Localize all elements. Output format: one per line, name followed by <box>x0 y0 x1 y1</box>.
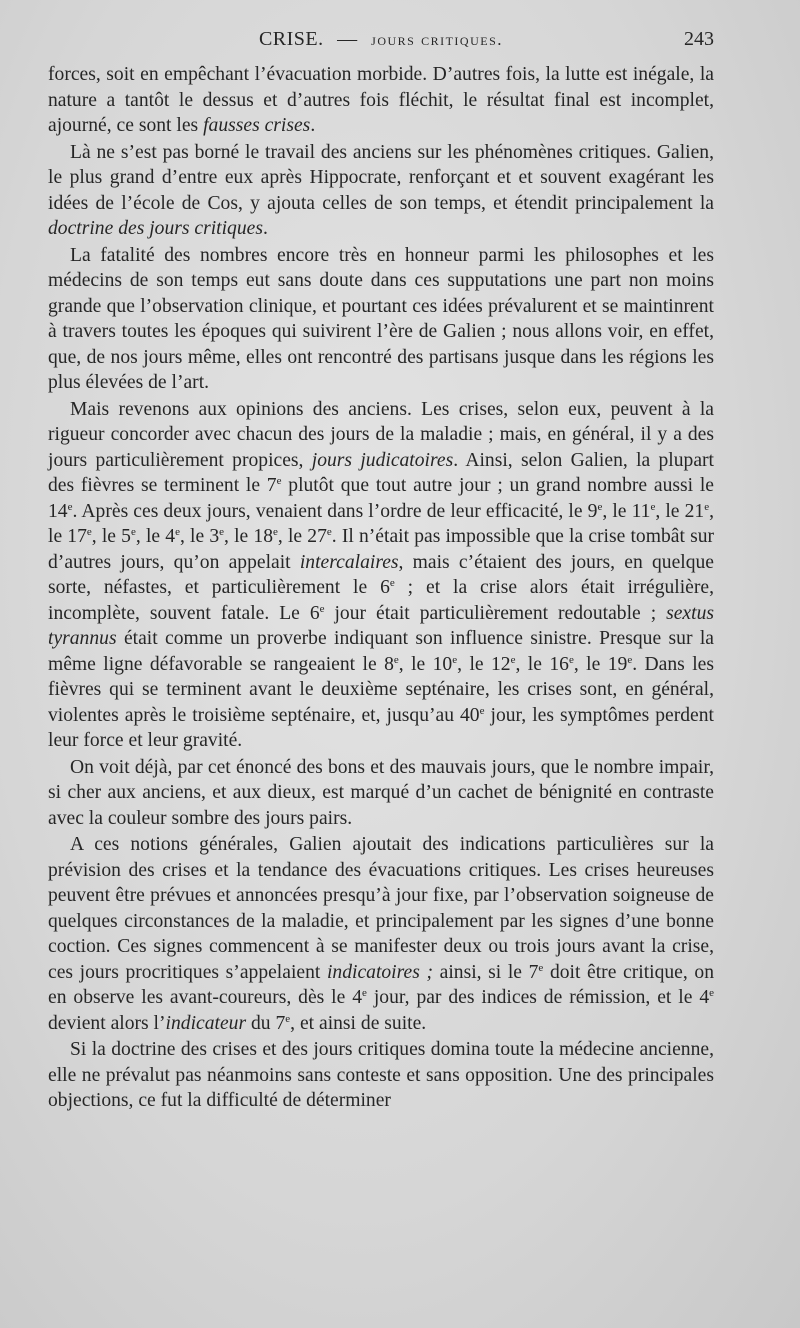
text-run: , le 21 <box>655 500 705 522</box>
italic-text: indicateur <box>165 1012 247 1034</box>
text-run: ; et la crise alors était irrégulière, incomplète, souvent fatale. Le 6 <box>48 577 714 624</box>
text-run: , le 27 <box>277 526 327 547</box>
ordinal-superscript: e <box>568 653 574 666</box>
text-run: , mais c’étaient des jours, en quelque sorte, néfastes, et particulièrement le 6 <box>48 551 715 598</box>
text-run: La fatalité des nombres encore très en honneur parmi les philosophes et les médecins de son temps eut sans doute dans ces supputations une part non moins grande que l’observation clinique, et pourtant ces idées prévalurent et se maintinrent à travers toutes les époques qui suivirent l’ère de Galien ; nous allons voir, en effet, que, de nos jours même, elles ont rencontré des partisans jusque dans les régions les plus élevées de l’art. <box>48 244 714 393</box>
italic-text: jours judicatoires <box>311 449 454 471</box>
text-run: , le 10 <box>398 653 453 675</box>
ordinal-superscript: e <box>319 602 325 615</box>
ordinal-superscript: e <box>130 526 136 538</box>
text-run: était comme un proverbe indiquant son influence sinistre. Presque sur la même ligne défavorable se rangeaient le 8 <box>48 628 714 675</box>
text-run: . Il n’était pas impossible que la crise tombât sur d’autres jours, qu’on appelait <box>48 526 715 573</box>
ordinal-superscript: e <box>510 653 516 666</box>
italic-text: indicatoires ; <box>326 961 433 983</box>
ordinal-superscript: e <box>538 961 544 974</box>
page-number: 243 <box>684 28 714 50</box>
paragraph <box>48 397 714 754</box>
paragraph <box>48 1037 714 1114</box>
text-run: jour, par des indices de rémission, et le 4 <box>366 987 710 1008</box>
text-run: . <box>262 218 268 239</box>
ordinal-superscript: e <box>285 1012 291 1025</box>
ordinal-superscript: e <box>276 475 282 487</box>
body-text <box>48 62 714 1114</box>
text-run: jour, les symptômes perdent leur force et leur gravité. <box>48 704 714 751</box>
paragraph <box>48 62 714 139</box>
text-run: devient alors l’ <box>48 1012 166 1034</box>
paragraph <box>48 755 714 832</box>
running-head-title: CRISE. <box>258 28 324 50</box>
text-run: A ces notions générales, Galien ajoutait des indications particulières sur la prévision des crises et la tendance des évacuations critiques. Les crises heureuses peuvent être prévues et annoncées presqu’à jour fixe, par l’observation soigneuse de quelques circonstances de la maladie, et principalement par les signes d’une bonne coction. Ces signes commencent à se manifester deux ou trois jours avant la crise, ces jours procritiques s’appelaient <box>48 834 714 983</box>
text-run: , le 3 <box>179 526 220 547</box>
ordinal-superscript: e <box>67 500 73 513</box>
text-run: Mais revenons aux opinions des anciens. Les crises, selon eux, peuvent à la rigueur concorder avec chacun des jours de la maladie ; mais, en général, il y a des jours particulièrement propices, <box>48 398 714 471</box>
text-run: jour était particulièrement redoutable ; <box>324 602 667 624</box>
italic-text: fausses crises <box>203 115 311 136</box>
ordinal-superscript: e <box>326 526 332 538</box>
text-run: , le 18 <box>224 526 274 547</box>
ordinal-superscript: e <box>393 653 399 666</box>
text-run: , le 16 <box>515 653 569 675</box>
text-run: ainsi, si le 7 <box>433 961 539 983</box>
paragraph <box>48 243 714 396</box>
running-head-subtitle: jours critiques. <box>371 30 504 49</box>
ordinal-superscript: e <box>86 526 92 538</box>
ordinal-superscript: e <box>627 653 633 666</box>
ordinal-superscript: e <box>175 526 180 538</box>
text-run: du 7 <box>246 1012 286 1034</box>
ordinal-superscript: e <box>219 526 225 538</box>
ordinal-superscript: e <box>362 987 367 999</box>
text-run: , le 5 <box>91 526 131 547</box>
text-run: . Dans les fièvres qui se terminent avant le deuxième septénaire, les crises sont, en général, violentes après le troisième septénaire, et, jusqu’au 40 <box>48 653 714 726</box>
ordinal-superscript: e <box>709 987 715 999</box>
paragraph <box>48 140 714 242</box>
paragraph <box>48 832 714 1036</box>
italic-text: intercalaires <box>299 551 399 573</box>
text-run: . Après ces deux jours, venaient dans l’ordre de leur efficacité, le 9 <box>72 500 598 522</box>
text-run: plutôt que tout autre jour ; un grand nombre aussi le 14 <box>48 475 714 522</box>
italic-text: sextus tyrannus <box>48 602 714 649</box>
running-head-title-group <box>48 28 714 51</box>
text-run: On voit déjà, par cet énoncé des bons et des mauvais jours, que le nombre impair, si cher aux anciens, et aux dieux, est marqué d’un cachet de bénignité en contraste avec la couleur sombre des jours pairs. <box>48 756 714 829</box>
text-run: Là ne s’est pas borné le travail des anciens sur les phénomènes critiques. Galien, le plus grand d’entre eux après Hippocrate, renforçant et et souvent exagérant les idées de l’école de Cos, y ajouta celles de son temps, et étendit principalement la <box>48 141 714 214</box>
ordinal-superscript: e <box>704 500 710 513</box>
text-run: , et ainsi de suite. <box>290 1012 427 1034</box>
text-run: forces, soit en empêchant l’évacuation morbide. D’autres fois, la lutte est inégale, la nature a tantôt le dessus et d’autres fois fléchit, le résultat final est incomplet, ajourné, ce sont les <box>48 64 714 136</box>
ordinal-superscript: e <box>273 526 278 538</box>
ordinal-superscript: e <box>389 577 395 589</box>
ordinal-superscript: e <box>479 704 485 717</box>
text-run: , le 12 <box>457 653 511 675</box>
running-head-dash: — <box>337 28 358 50</box>
ordinal-superscript: e <box>597 500 603 513</box>
ordinal-superscript: e <box>650 500 656 513</box>
text-run: . Ainsi, selon Galien, la plupart des fièvres se terminent le 7 <box>48 449 714 496</box>
running-head <box>48 28 714 56</box>
text-run: Si la doctrine des crises et des jours critiques domina toute la médecine ancienne, elle ne prévalut pas néanmoins sans conteste et sans opposition. Une des principales objections, ce fut la difficulté de déterminer <box>48 1039 714 1111</box>
text-run: doit être critique, on en observe les avant-coureurs, dès le 4 <box>48 961 714 1008</box>
text-run: . <box>310 115 316 136</box>
text-run: , le 4 <box>135 526 176 547</box>
italic-text: doctrine des jours critiques <box>48 218 263 239</box>
text-run: , le 19 <box>573 653 628 675</box>
text-run: , le 11 <box>602 500 651 522</box>
ordinal-superscript: e <box>452 653 458 666</box>
text-run: , le 17 <box>48 500 714 547</box>
